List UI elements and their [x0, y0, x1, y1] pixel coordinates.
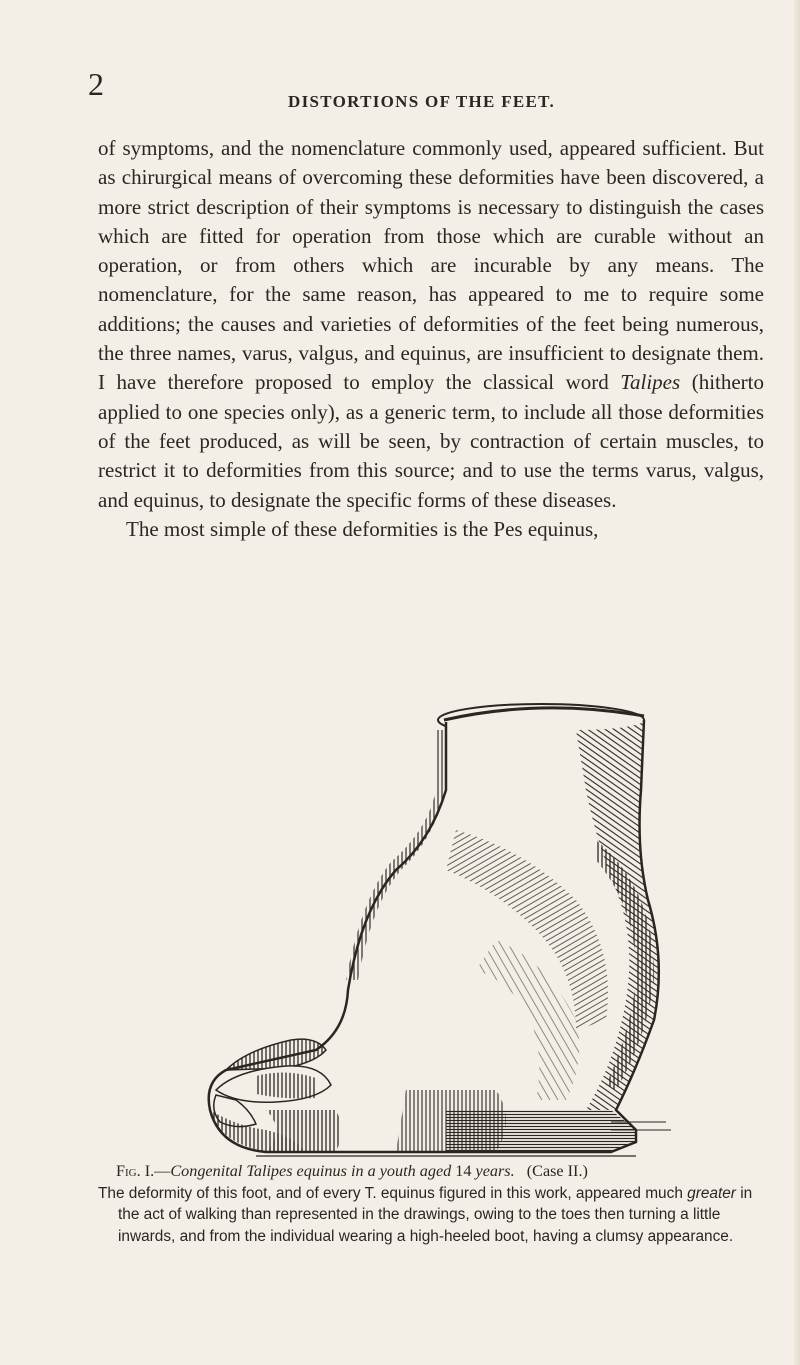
caption-description-lead: The deformity of this foot, and of every T. equinus figured in this work, appeared much	[98, 1184, 688, 1202]
figure-caption	[98, 1161, 764, 1247]
caption-title-italic: Congenital Talipes equinus in a youth aged	[170, 1162, 452, 1180]
page-number: 2	[88, 66, 104, 102]
figure-label: Fig. I.	[116, 1162, 155, 1180]
caption-age: 14	[455, 1162, 472, 1180]
caption-description	[98, 1183, 764, 1248]
foot-engraving-illustration	[196, 690, 676, 1160]
paragraph-1-text: of symptoms, and the nomenclature commonly used, appeared sufficient. But as chirurgical means of overcoming these deformities have been discovered, a more strict description of their symptoms is necessary to distinguish the cases which are fitted for operation from those which are curable without an operation, or from others which are incurable by any means. The nomenclature, for the same reason, has appeared to me to require some additions; the causes and varieties of deformities of the feet being numerous, the three names, varus, valgus, and equinus, are insufficient to designate them. I have therefore proposed to employ the classical word	[98, 136, 764, 395]
running-head: DISTORTIONS OF THE FEET.	[288, 92, 556, 111]
caption-case: (Case II.)	[526, 1162, 588, 1180]
caption-dash: —	[154, 1162, 171, 1180]
caption-description-tail: in the act of walking than represented in the drawings, owing to the toes then turning a little inwards, and from the individual wearing a high-heeled boot, having a clumsy appearance.	[118, 1184, 753, 1245]
paragraph-1	[98, 134, 764, 515]
paragraph-1-tail: (hitherto applied to one species only), as a generic term, to include all those deformities of the feet produced, as will be seen, by contraction of certain muscles, to restrict it to deformities from this source; and to use the terms varus, valgus, and equinus, to designate the specific forms of these diseases.	[98, 370, 765, 512]
caption-emphasis: greater	[687, 1184, 736, 1202]
caption-title	[98, 1161, 764, 1183]
body-text	[98, 134, 764, 544]
caption-years: years.	[475, 1162, 515, 1180]
figure-foot-engraving	[196, 690, 676, 1160]
page-edge-shadow	[794, 0, 800, 1365]
paragraph-2: The most simple of these deformities is the Pes equinus,	[126, 516, 599, 541]
talipes-term: Talipes	[620, 370, 681, 395]
